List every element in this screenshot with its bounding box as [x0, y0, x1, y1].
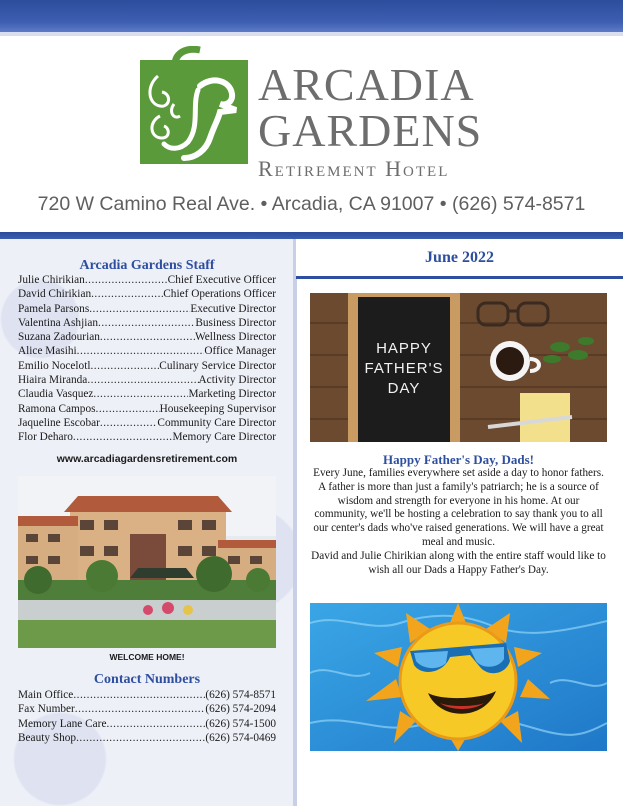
leader-dots [100, 416, 158, 430]
brand-line-retirement-hotel: Retirement Hotel [258, 156, 450, 181]
staff-name: Alice Masihi [18, 345, 77, 358]
leader-dots [73, 430, 173, 444]
sun-photo [310, 603, 607, 751]
staff-role: Marketing Director [188, 388, 276, 401]
staff-row [18, 430, 276, 444]
leader-dots [76, 731, 205, 745]
contact-number[interactable]: (626) 574-2094 [205, 703, 276, 716]
staff-row [18, 287, 276, 301]
staff-title: Arcadia Gardens Staff [79, 258, 215, 273]
staff-row [18, 330, 276, 344]
letterboard-line-1: HAPPY [376, 340, 432, 357]
contact-list [18, 688, 276, 745]
letterboard-line-3: DAY [387, 380, 421, 397]
leader-dots [75, 702, 206, 716]
header-divider [0, 232, 623, 239]
staff-role: Community Care Director [157, 416, 276, 429]
staff-role: Wellness Director [195, 331, 276, 344]
staff-role: Office Manager [204, 345, 276, 358]
leader-dots [85, 273, 168, 287]
contact-row [18, 688, 276, 702]
contact-label: Beauty Shop [18, 731, 77, 744]
contacts-title: Contact Numbers [93, 672, 201, 687]
contact-row [18, 717, 276, 731]
staff-name: Suzana Zadourian [18, 331, 100, 344]
swan-logo-icon [140, 46, 248, 164]
brand-line-arcadia: ARCADIA [258, 59, 475, 110]
staff-role: Activity Director [198, 374, 276, 387]
contact-number[interactable]: (626) 574-1500 [205, 717, 276, 730]
leader-dots [96, 402, 160, 416]
sidebar [0, 239, 293, 806]
staff-row [18, 373, 276, 387]
contact-row [18, 702, 276, 716]
leader-dots [98, 316, 195, 330]
staff-list [18, 273, 276, 445]
website-link[interactable]: www.arcadiagardensretirement.com [56, 453, 238, 465]
contact-number[interactable]: (626) 574-8571 [205, 689, 276, 701]
leader-dots [90, 359, 159, 373]
staff-name: David Chirikian [18, 288, 92, 301]
staff-row [18, 273, 276, 287]
article-title: Happy Father's Day, Dads! [383, 452, 534, 467]
article-body [310, 467, 607, 577]
staff-row [18, 344, 276, 358]
leader-dots [100, 330, 195, 344]
staff-name: Flor Deharo [18, 431, 73, 444]
contact-label: Main Office [18, 689, 74, 701]
contact-label: Memory Lane Care [18, 717, 107, 730]
staff-name: Ramona Campos [18, 402, 96, 415]
fathers-day-photo [310, 293, 607, 442]
staff-name: Hiaira Miranda [18, 374, 88, 387]
brand-name [258, 59, 518, 182]
leader-dots [91, 287, 163, 301]
article-paragraph-2: David and Julie Chirikian along with the entire staff would like to wish all our Dads a Happy Father's Day. [311, 549, 606, 576]
building-photo [18, 476, 276, 648]
letterboard-line-2: FATHER'S [364, 360, 444, 377]
leader-dots [73, 688, 205, 702]
contact-row [18, 731, 276, 745]
month-banner [296, 239, 623, 279]
photo-caption: WELCOME HOME! [109, 652, 185, 662]
staff-role: Executive Director [190, 302, 276, 315]
masthead [0, 36, 623, 232]
staff-role: Memory Care Director [172, 431, 276, 444]
staff-role: Chief Executive Officer [167, 274, 276, 286]
staff-row [18, 416, 276, 430]
staff-name: Jaqueline Escobar [18, 416, 100, 429]
staff-role: Chief Operations Officer [163, 288, 276, 301]
staff-row [18, 387, 276, 401]
staff-name: Emilio Nocelotl [18, 359, 91, 372]
leader-dots [93, 387, 188, 401]
leader-dots [106, 717, 205, 731]
staff-row [18, 316, 276, 330]
leader-dots [89, 302, 190, 316]
staff-name: Claudia Vasquez [18, 388, 94, 401]
leader-dots [87, 373, 198, 387]
issue-month: June 2022 [425, 249, 494, 266]
contact-number[interactable]: (626) 574-0469 [205, 731, 276, 744]
staff-role: Culinary Service Director [159, 359, 276, 372]
staff-row [18, 302, 276, 316]
staff-row [18, 402, 276, 416]
article-paragraph-1: Every June, families everywhere set aside a day to honor fathers. A father is more than just a family's patriarch; he is a source of wisdom and strength for everyone in his home. At our community, we'll be hosting a celebration to say thank you to all our center's dads who've raised generations. We will have a great meal and music. [313, 467, 604, 548]
staff-row [18, 359, 276, 373]
staff-name: Pamela Parsons [18, 302, 90, 315]
address-line: 720 W Camino Real Ave. • Arcadia, CA 91007 • (626) 574-8571 [37, 193, 586, 215]
top-banner [0, 0, 623, 32]
contact-label: Fax Number [18, 703, 75, 716]
staff-name: Julie Chirikian [18, 274, 85, 286]
staff-role: Business Director [195, 316, 276, 329]
staff-role: Housekeeping Supervisor [159, 402, 276, 415]
leader-dots [77, 344, 205, 358]
staff-name: Valentina Ashjian [18, 316, 99, 329]
brand-line-gardens: GARDENS [258, 105, 483, 156]
